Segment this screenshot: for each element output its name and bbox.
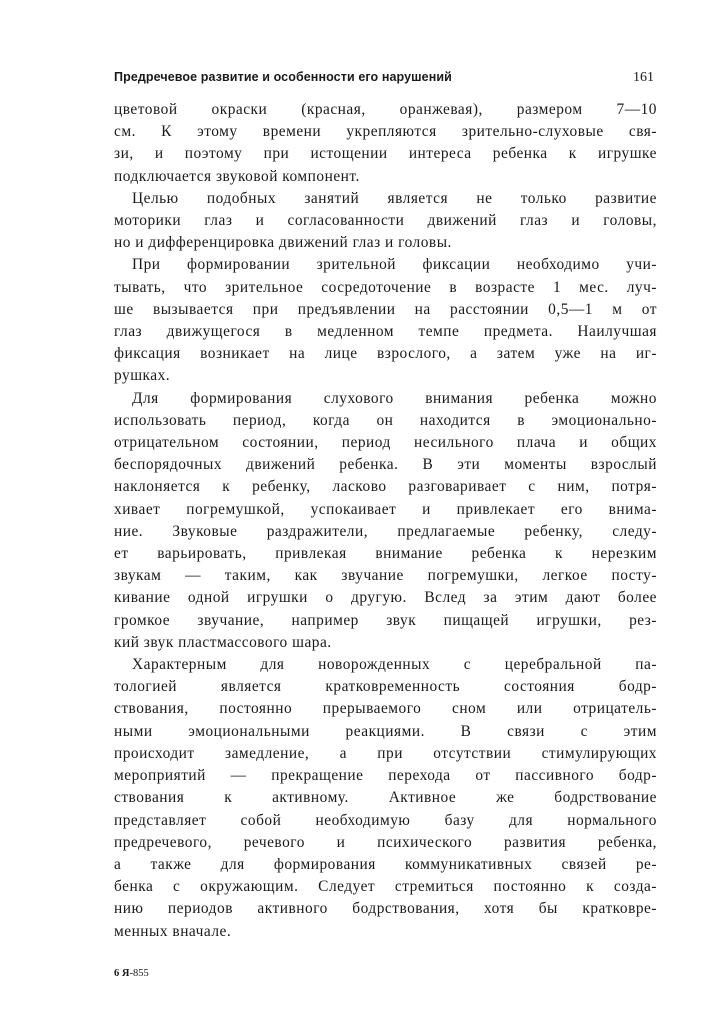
text-line: использовать период, когда он находится в эмоционально- [114,411,657,429]
text-line: ными эмоциональными реакциями. В связи с этим [114,722,657,740]
text-line: представляет собой необходимую базу для нормального [114,811,657,829]
text-line: предречевого, речевого и психического развития ребенка, [114,833,657,851]
text-line: Характерным для новорожденных с церебральной па- [132,656,657,674]
paragraph-5 [114,654,657,943]
running-title: Предречевое развитие и особенности его нарушений [114,70,452,84]
paragraph-3 [114,254,657,387]
text-line: см. К этому времени укрепляются зрительно-слуховые свя- [114,123,657,141]
text-line: При формировании зрительной фиксации необходимо учи- [132,256,657,274]
text-line: а также для формирования коммуникативных связей ре- [114,855,657,873]
signature-code: -855 [129,968,149,979]
text-line: бенка с окружающим. Следует стремиться постоянно к созда- [114,878,657,896]
text-line: глаз движущегося в медленном темпе предмета. Наилучшая [114,323,657,341]
text-line: подключается звуковой компонент. [114,167,360,185]
text-line: тологией является кратковременность состояния бодр- [114,678,657,696]
text-line: ние. Звуковые раздражители, предлагаемые ребенку, следу- [114,522,657,540]
text-line: хивает погремушкой, успокаивает и привлекает его внима- [114,500,657,518]
running-head [114,70,654,86]
text-line: но и дифференцировка движений глаз и головы. [114,234,452,252]
text-line: ше вызывается при предъявлении на расстоянии 0,5—1 м от [114,300,657,318]
paragraph-2 [114,188,657,255]
text-line: цветовой окраски (красная, оранжевая), размером 7—10 [114,101,657,118]
body-text [114,99,657,943]
text-line: ет варьировать, привлекая внимание ребенка к нерезким [114,545,657,563]
text-line: громкое звучание, например звук пищащей игрушки, рез- [114,611,657,629]
text-line: ствования, постоянно прерываемого сном или отрицатель- [114,700,657,718]
text-line: звукам — таким, как звучание погремушки, легкое посту- [114,567,657,585]
page-number: 161 [633,70,654,85]
text-line: ствования к активному. Активное же бодрствование [114,789,657,807]
text-line: зи, и поэтому при истощении интереса ребенка к игрушке [114,145,657,163]
text-line: кивание одной игрушки о другую. Вслед за этим дают более [114,589,657,607]
text-line: Целью подобных занятий является не только развитие [132,189,657,207]
text-line: мероприятий — прекращение перехода от пассивного бодр- [114,767,657,785]
text-line: менных вначале. [114,922,232,940]
signature-mark: 6 Я [114,968,130,979]
text-line: фиксация возникает на лице взрослого, а затем уже на иг- [114,345,657,363]
text-line: наклоняется к ребенку, ласково разговаривает с ним, потря- [114,478,657,496]
text-line: отрицательном состоянии, период несильного плача и общих [114,434,657,452]
text-line: тывать, что зрительное сосредоточение в возрасте 1 мес. луч- [114,278,657,296]
text-line: кий звук пластмассового шара. [114,633,332,651]
text-line: рушках. [114,367,171,385]
paragraph-1 [114,99,657,188]
text-line: моторики глаз и согласованности движений глаз и головы, [114,212,657,230]
text-line: нию периодов активного бодрствования, хотя бы кратковре- [114,900,657,918]
paragraph-4 [114,388,657,654]
text-line: происходит замедление, а при отсутствии стимулирующих [114,744,657,762]
text-line: беспорядочных движений ребенка. В эти моменты взрослый [114,456,657,474]
printer-signature [114,968,149,979]
text-line: Для формирования слухового внимания ребенка можно [132,389,657,407]
